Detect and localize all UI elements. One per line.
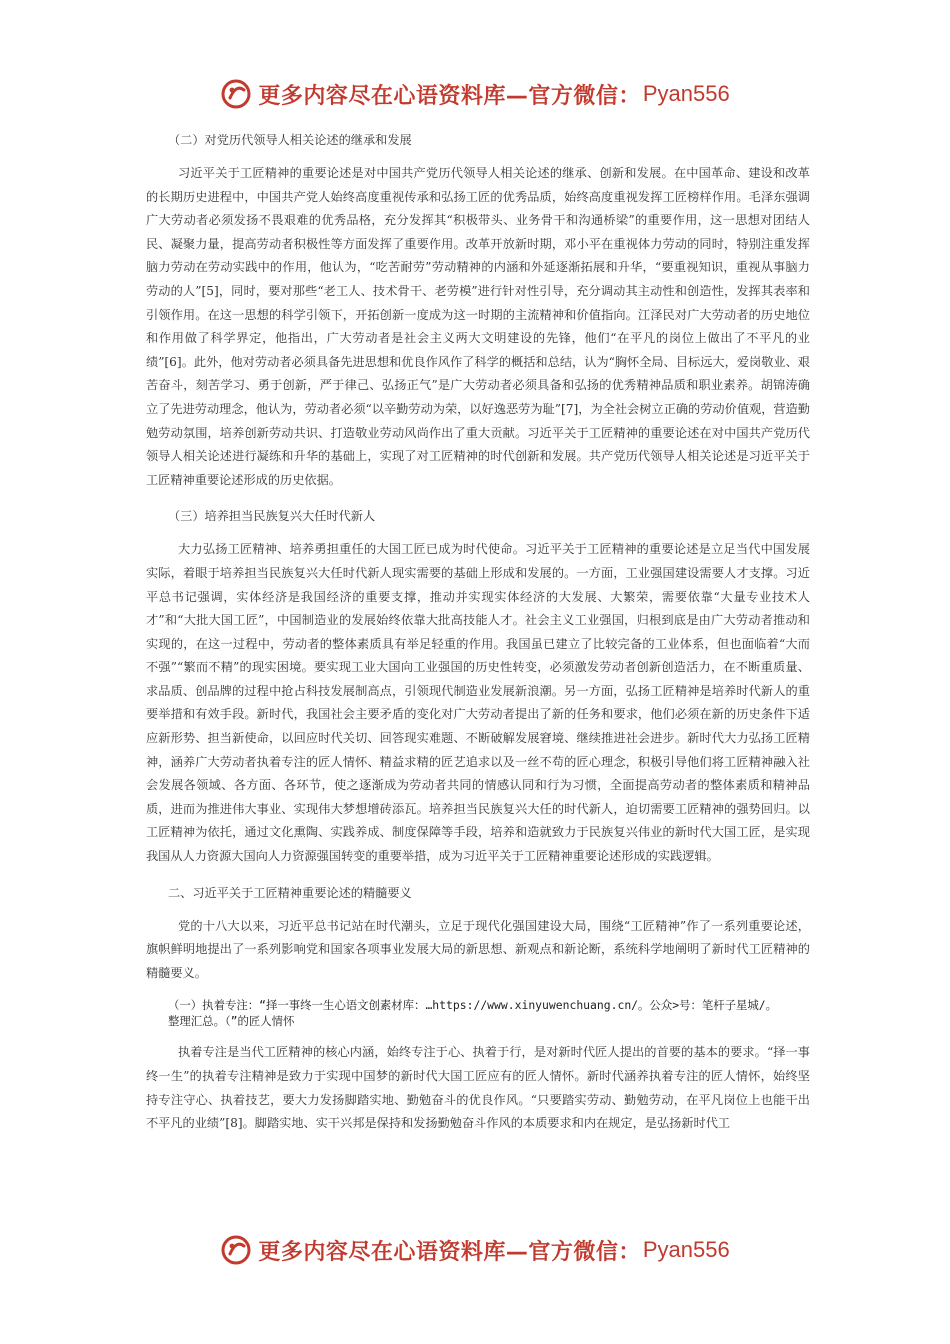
banner-text: 更多内容尽在心语资料库—官方微信： bbox=[258, 83, 641, 109]
subsection-heading-dedication-line1: （一）执着专注：“择一事终一生心语文创素材库：…https://www.xinyuwenchuang.cn/。公众>号：笔杆子星城/。 bbox=[168, 998, 778, 1013]
paragraph-essence-intro: 党的十八大以来，习近平总书记站在时代潮头，立足于现代化强国建设大局，围绕“工匠精神”作了一系列重要论述，旗帜鲜明地提出了一系列影响党和国家各项事业发展大局的新思想、新观点和新论断，系统科学地阐明了新时代工匠精神的精髓要义。 bbox=[146, 918, 810, 980]
header-watermark-banner bbox=[0, 72, 950, 116]
footer-watermark-banner bbox=[0, 1228, 950, 1272]
section-heading-new-generation: （三）培养担当民族复兴大任时代新人 bbox=[168, 509, 376, 524]
red-circle-logo-icon bbox=[220, 78, 252, 110]
subsection-heading-dedication-line2: 整理汇总。（”的匠人情怀 bbox=[168, 1014, 295, 1029]
section-heading-inheritance: （二）对党历代领导人相关论述的继承和发展 bbox=[168, 133, 412, 147]
banner-wechat-handle: Pyan556 bbox=[642, 1237, 730, 1262]
paragraph-new-generation: 大力弘扬工匠精神、培养勇担重任的大国工匠已成为时代使命。习近平关于工匠精神的重要论述是立足当代中国发展实际，着眼于培养担当民族复兴大任时代新人现实需要的基础上形成和发展的。一方面，工业强国建设需要人才支撑。习近平总书记强调，实体经济是我国经济的重要支撑，推动并实现实体经济的大发展、大繁荣，需要依靠“大量专业技术人才”和“大批大国工匠”，中国制造业的发展始终依靠大批高技能人才。社会主义工业强国，归根到底是由广大劳动者推动和实现的，在这一过程中，劳动者的整体素质具有举足轻重的作用。我国虽已建立了比较完备的工业体系，但也面临着“大而不强”“繁而不精”的现实困境。要实现工业大国向工业强国的历史性转变，必须激发劳动者创新创造活力，在不断重质量、求品质、创品牌的过程中抢占科技发展制高点，引领现代制造业发展新浪潮。另一方面，弘扬工匠精神是培养时代新人的重要举措和有效手段。新时代，我国社会主要矛盾的变化对广大劳动者提出了新的任务和要求，他们必须在新的历史条件下适应新形势、担当新使命，以回应时代关切、回答现实难题、不断破解发展窘境、继续推进社会进步。新时代大力弘扬工匠精神，涵养广大劳动者执着专注的匠人情怀、精益求精的匠艺追求以及一丝不苟的匠心理念，积极引导他们将工匠精神融入社会发展各领域、各方面、各环节，使之逐渐成为劳动者共同的情感认同和行为习惯，全面提高劳动者的整体素质和精神品质，进而为推进伟大事业、实现伟大梦想增砖添瓦。培养担当民族复兴大任的时代新人，迫切需要工匠精神的强势回归。以工匠精神为依托，通过文化熏陶、实践养成、制度保障等手段，培养和造就致力于民族复兴伟业的新时代大国工匠，是实现我国从人力资源大国向人力资源强国转变的重要举措，成为习近平关于工匠精神重要论述形成的实践逻辑。 bbox=[146, 542, 810, 864]
document-body bbox=[146, 128, 810, 1136]
banner-wechat-handle: Pyan556 bbox=[642, 81, 730, 106]
red-circle-logo-icon bbox=[220, 1234, 252, 1266]
paragraph-dedication: 执着专注是当代工匠精神的核心内涵，始终专注于心、执着于行，是对新时代匠人提出的首要的基本的要求。“择一事终一生”的执着专注精神是致力于实现中国梦的新时代大国工匠应有的匠人情怀。新时代涵养执着专注的匠人情怀，始终坚持专注守心、执着技艺，要大力发扬脚踏实地、勤勉奋斗的优良作风。“只要踏实劳动、勤勉劳动，在平凡岗位上也能干出不平凡的业绩”[8]。脚踏实地、实干兴邦是保持和发扬勤勉奋斗作风的本质要求和内在规定，是弘扬新时代工 bbox=[146, 1045, 810, 1131]
banner-text: 更多内容尽在心语资料库—官方微信： bbox=[258, 1239, 641, 1265]
paragraph-inheritance: 习近平关于工匠精神的重要论述是对中国共产党历代领导人相关论述的继承、创新和发展。在中国革命、建设和改革的长期历史进程中，中国共产党人始终高度重视传承和弘扬工匠的优秀品质，始终高度重视发挥工匠榜样作用。毛泽东强调广大劳动者必须发扬不畏艰难的优秀品格，充分发挥其“积极带头、业务骨干和沟通桥梁”的重要作用，这一思想对团结人民、凝聚力量，提高劳动者积极性等方面发挥了重要作用。改革开放新时期，邓小平在重视体力劳动的同时，特别注重发挥脑力劳动在劳动实践中的作用，他认为，“吃苦耐劳”劳动精神的内涵和外延逐渐拓展和升华，“要重视知识，重视从事脑力劳动的人”[5]，同时，要对那些“老工人、技术骨干、老劳模”进行针对性引导，充分调动其主动性和创造性，发挥其表率和引领作用。在这一思想的科学引领下，开拓创新一度成为这一时期的主流精神和价值指向。江泽民对广大劳动者的历史地位和作用做了科学界定，他指出，广大劳动者是社会主义两大文明建设的先锋，他们“在平凡的岗位上做出了不平凡的业绩”[6]。此外，他对劳动者必须具备先进思想和优良作风作了科学的概括和总结，认为“胸怀全局、目标远大，爱岗敬业、艰苦奋斗，刻苦学习、勇于创新，严于律己、弘扬正气”是广大劳动者必须具备和弘扬的优秀精神品质和职业素养。胡锦涛确立了先进劳动理念，他认为，劳动者必须“以辛勤劳动为荣，以好逸恶劳为耻”[7]，为全社会树立正确的劳动价值观，营造勤勉劳动氛围，培养创新劳动共识、打造敬业劳动风尚作出了重大贡献。习近平关于工匠精神的重要论述在对中国共产党历代领导人相关论述进行凝练和升华的基础上，实现了对工匠精神的时代创新和发展。共产党历代领导人相关论述是习近平关于工匠精神重要论述形成的历史依据。 bbox=[146, 166, 810, 487]
part-heading-essence: 二、习近平关于工匠精神重要论述的精髓要义 bbox=[168, 885, 412, 900]
